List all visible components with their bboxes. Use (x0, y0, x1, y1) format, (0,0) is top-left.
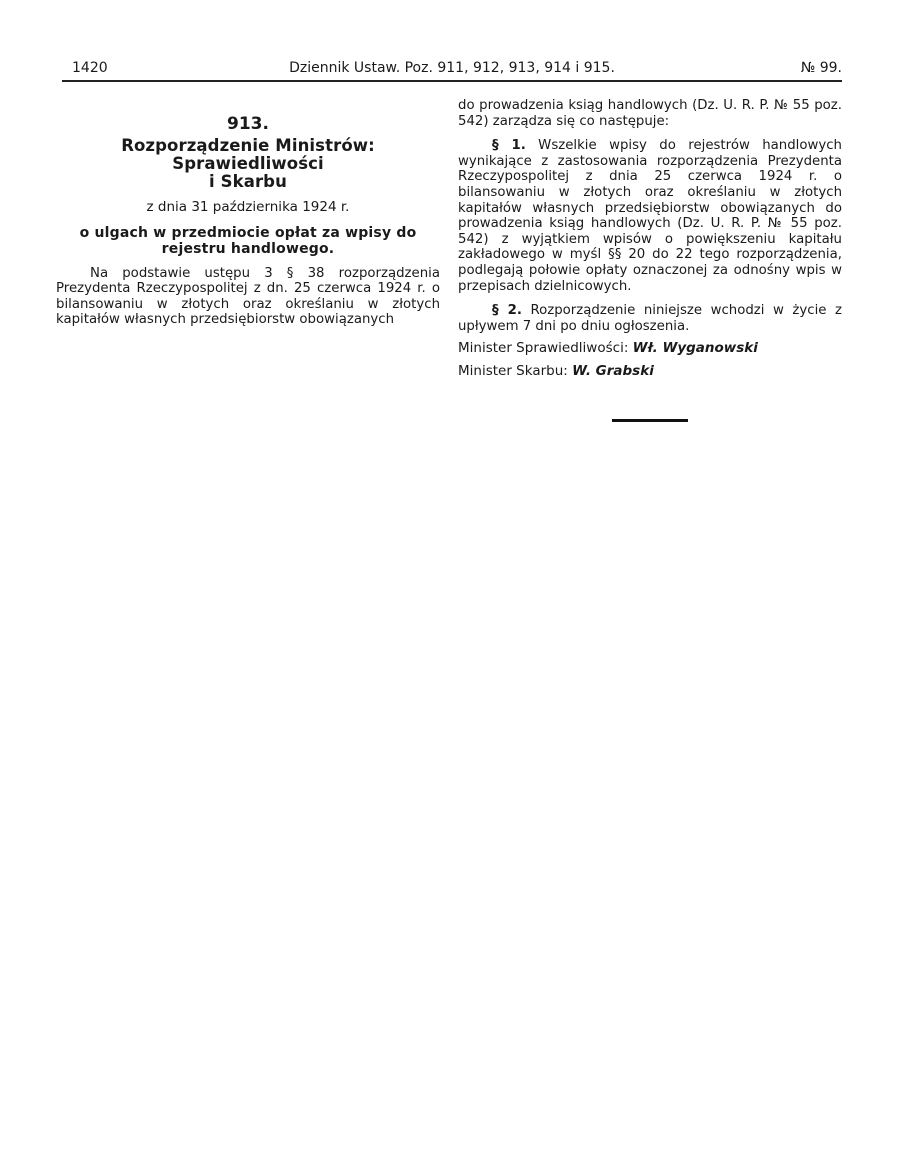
item-number: 913. (227, 114, 269, 134)
act-title-line1: Rozporządzenie Ministrów: Sprawiedliwości (121, 136, 375, 173)
act-title-line2: i Skarbu (209, 172, 287, 191)
signature-name: W. Grabski (572, 362, 654, 379)
section-mark: § 2. (492, 303, 522, 319)
preamble: Na podstawie ustępu 3 § 38 rozporządzenia Prezydenta Rzeczypospolitej z dn. 25 czerwca 1924 r. o bilansowaniu w złotych oraz określaniu w złotych kapitałów własnych przedsiębiorstw obowiązanych (56, 265, 440, 328)
left-column (56, 98, 440, 328)
end-rule (612, 419, 688, 422)
section-1 (458, 138, 842, 294)
journal-title: Dziennik Ustaw. Poz. 911, 912, 913, 914 i 915. (289, 60, 615, 76)
header-rule (62, 80, 842, 82)
section-text: Rozporządzenie niniejsze wchodzi w życie z upływem 7 dni po dniu ogłoszenia. (458, 303, 842, 334)
running-head (62, 58, 842, 78)
signature-justice (458, 341, 842, 357)
signature-role: Minister Skarbu: (458, 362, 568, 379)
issue-number: № 99. (800, 60, 842, 76)
section-2 (458, 303, 842, 334)
signature-treasury (458, 364, 842, 380)
act-title (56, 137, 440, 191)
section-text: Wszelkie wpisy do rejestrów handlowych wynikające z zastosowania rozporządzenia Prezydenta Rzeczypospolitej z dnia 25 czerwca 1924 r. o bilansowaniu w złotych oraz określaniu w złotych kapitałów własnych przedsiębiorstw obowiązanych do prowadzenia ksiąg handlowych (Dz. U. R. P. № 55 poz. 542) z wyjątkiem wpisów o powiększeniu kapitału zakładowego w myśl §§ 20 do 22 tego rozporządzenia, podlegają połowie opłaty oznaczonej za odnośny wpis w przepisach dzielnicowych. (458, 138, 842, 294)
right-column (458, 98, 842, 380)
preamble-continuation: do prowadzenia ksiąg handlowych (Dz. U. R. P. № 55 poz. 542) zarządza się co następuje: (458, 98, 842, 129)
act-subject: o ulgach w przedmiocie opłat za wpisy do rejestru handlowego. (79, 224, 417, 257)
section-mark: § 1. (492, 138, 526, 154)
page-number: 1420 (72, 60, 108, 76)
act-date: z dnia 31 października 1924 r. (146, 199, 350, 215)
signature-role: Minister Sprawiedliwości: (458, 340, 629, 357)
signature-name: Wł. Wyganowski (632, 340, 758, 357)
